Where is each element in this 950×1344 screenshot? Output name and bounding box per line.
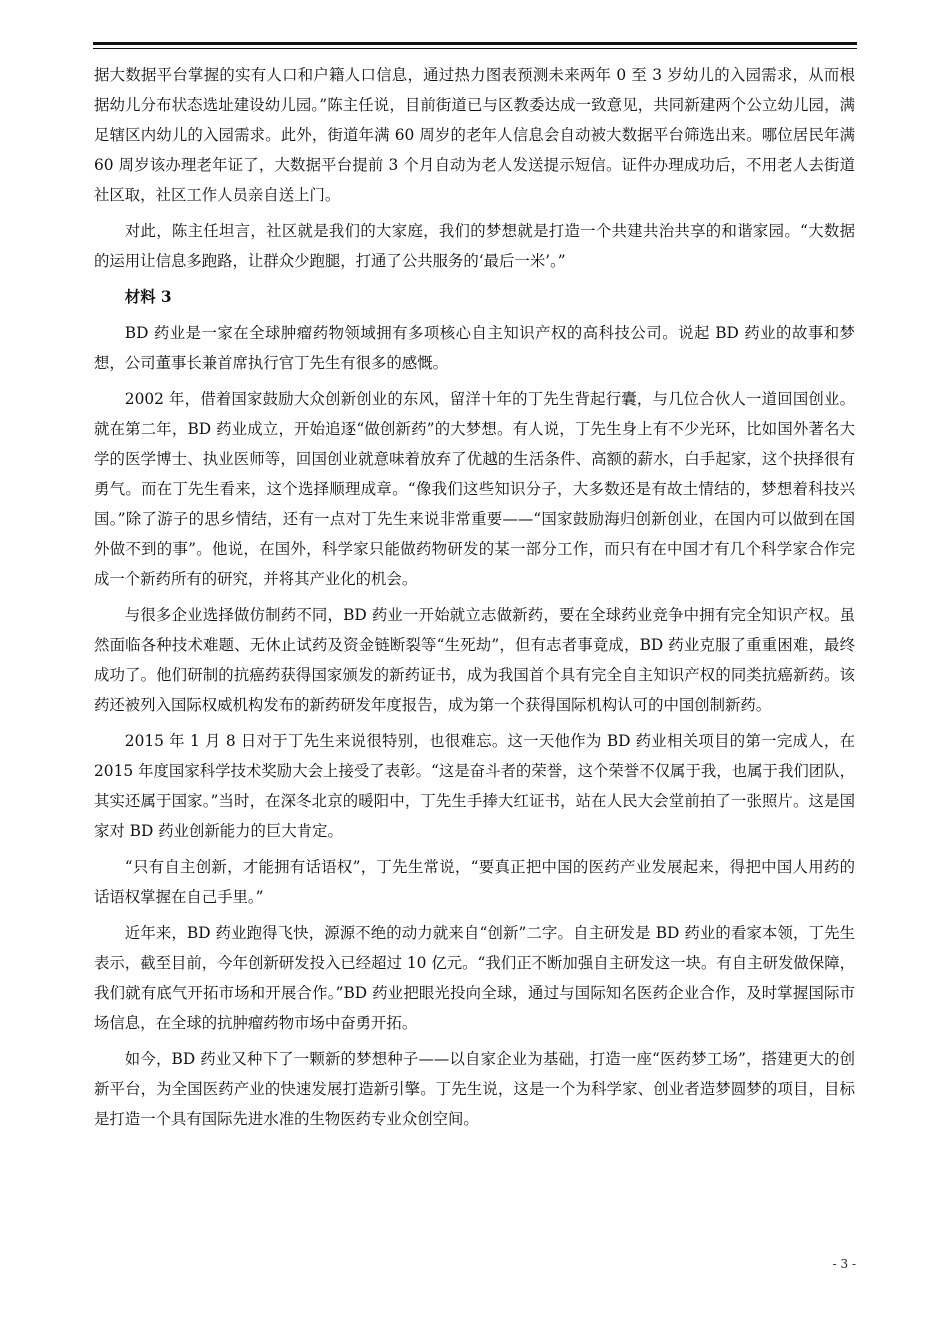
section-heading: 材料 3 xyxy=(124,288,172,306)
paragraph: 与很多企业选择做仿制药不同，BD 药业一开始就立志做新药，要在全球药业竞争中拥有完全知识产权。虽然面临各种技术难题、无休止试药及资金链断裂等“生死劫”，但有志者事竟成，BD 药业克服了重重困难，最终成功了。他们研制的抗癌药获得国家颁发的新药证书，成为我国首个具有完全自主知识产权的同类抗癌新药。该药还被列入国际权威机构发布的新药研发年度报告，成为第一个获得国际机构认可的中国创制新药。 xyxy=(94,606,855,714)
page-number: - 3 - xyxy=(832,1257,856,1271)
page-content xyxy=(94,60,855,1140)
paragraph: 2002 年，借着国家鼓励大众创新创业的东风，留洋十年的丁先生背起行囊，与几位合伙人一道回国创业。就在第二年，BD 药业成立，开始追逐“做创新药”的大梦想。有人说，丁先生身上有不少光环，比如国外著名大学的医学博士、执业医师等，回国创业就意味着放弃了优越的生活条件、高额的薪水，白手起家，这个抉择很有勇气。而在丁先生看来，这个选择顺理成章。“像我们这些知识分子，大多数还是有故土情结的，梦想着科技兴国。”除了游子的思乡情结，还有一点对丁先生来说非常重要——“国家鼓励海归创新创业，在国内可以做到在国外做不到的事”。他说，在国外，科学家只能做药物研发的某一部分工作，而只有在中国才有几个科学家合作完成一个新药所有的研究，并将其产业化的机会。 xyxy=(94,390,855,588)
paragraph-continued: 据大数据平台掌握的实有人口和户籍人口信息，通过热力图表预测未来两年 0 至 3 岁幼儿的入园需求，从而根据幼儿分布状态选址建设幼儿园。”陈主任说，目前街道已与区教委达成一致意见，共同新建两个公立幼儿园，满足辖区内幼儿的入园需求。此外，街道年满 60 周岁的老年人信息会自动被大数据平台筛选出来。哪位居民年满 60 周岁该办理老年证了，大数据平台提前 3 个月自动为老人发送提示短信。证件办理成功后，不用老人去街道社区取，社区工作人员亲自送上门。 xyxy=(94,66,855,204)
paragraph: 对此，陈主任坦言，社区就是我们的大家庭，我们的梦想就是打造一个共建共治共享的和谐家园。“大数据的运用让信息多跑路，让群众少跑腿，打通了公共服务的‘最后一米’。” xyxy=(94,222,855,270)
paragraph: 近年来，BD 药业跑得飞快，源源不绝的动力就来自“创新”二字。自主研发是 BD 药业的看家本领，丁先生表示，截至目前，今年创新研发投入已经超过 10 亿元。“我们正不断加强自主研发这一块。有自主研发做保障，我们就有底气开拓市场和开展合作。”BD 药业把眼光投向全球，通过与国际知名医药企业合作，及时掌握国际市场信息，在全球的抗肿瘤药物市场中奋勇开拓。 xyxy=(94,924,855,1032)
paragraph: 2015 年 1 月 8 日对于丁先生来说很特别，也很难忘。这一天他作为 BD 药业相关项目的第一完成人，在 2015 年度国家科学技术奖励大会上接受了表彰。“这是奋斗者的荣誉，这个荣誉不仅属于我，也属于我们团队，其实还属于国家。”当时，在深冬北京的暖阳中，丁先生手捧大红证书，站在人民大会堂前拍了一张照片。这是国家对 BD 药业创新能力的巨大肯定。 xyxy=(94,732,855,840)
paragraph: BD 药业是一家在全球肿瘤药物领域拥有多项核心自主知识产权的高科技公司。说起 BD 药业的故事和梦想，公司董事长兼首席执行官丁先生有很多的感慨。 xyxy=(94,324,855,372)
paragraph: 如今，BD 药业又种下了一颗新的梦想种子——以自家企业为基础，打造一座“医药梦工场”，搭建更大的创新平台，为全国医药产业的快速发展打造新引擎。丁先生说，这是一个为科学家、创业者造梦圆梦的项目，目标是打造一个具有国际先进水准的生物医药专业众创空间。 xyxy=(94,1050,855,1128)
header-rule-thin xyxy=(93,48,857,49)
header-rule-thick xyxy=(93,42,857,45)
paragraph: “只有自主创新，才能拥有话语权”，丁先生常说，“要真正把中国的医药产业发展起来，得把中国人用药的话语权掌握在自己手里。” xyxy=(94,858,855,906)
